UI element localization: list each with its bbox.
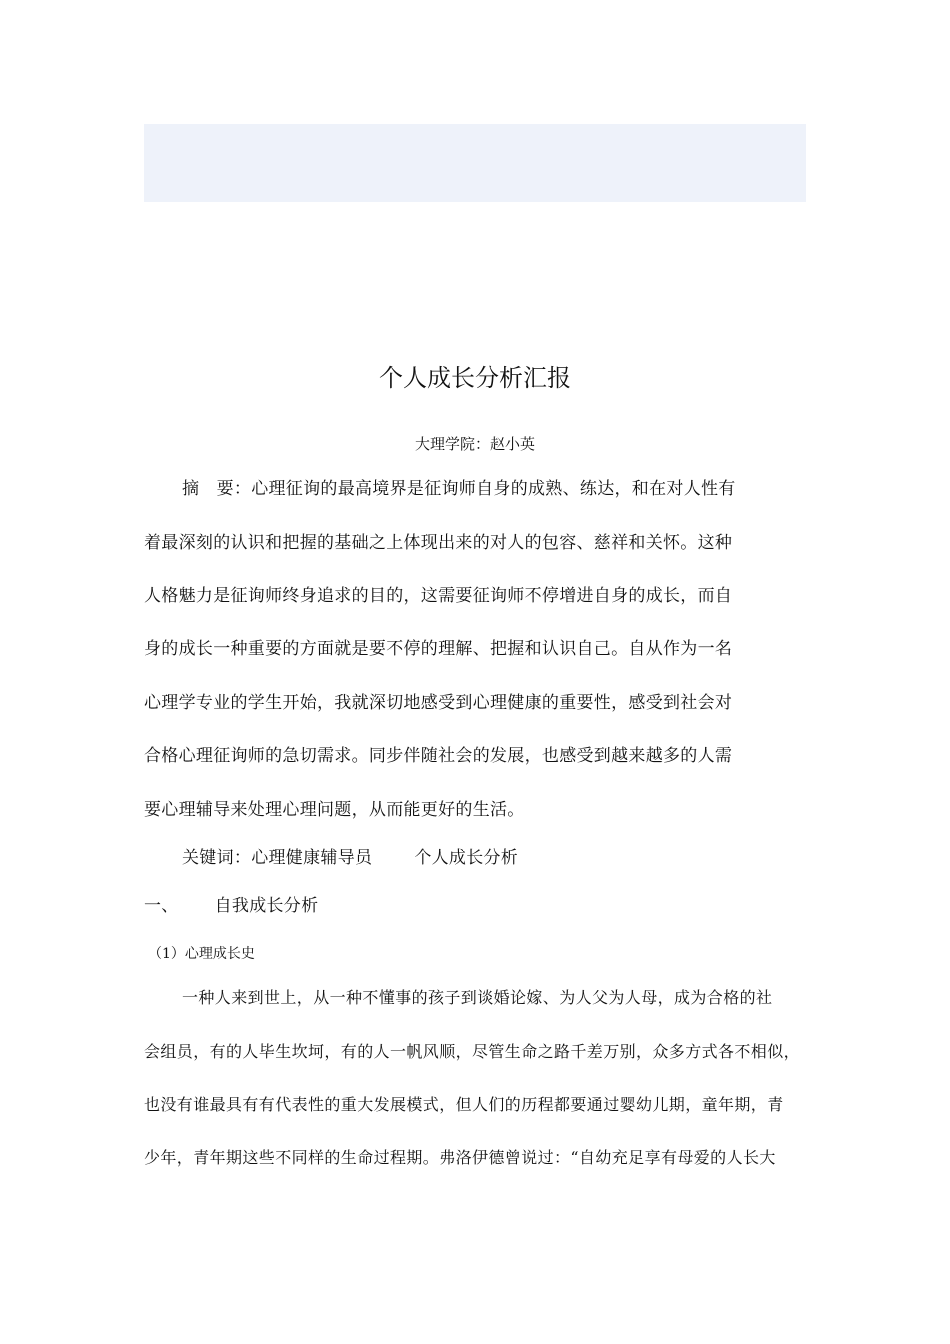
subsection-heading: （1）心理成长史 (148, 946, 255, 962)
abstract-line-4: 身的成长一种重要的方面就是要不停的理解、把握和认识自己。自从作为一名 (144, 639, 733, 659)
abstract-line-7: 要心理辅导来处理心理问题，从而能更好的生活。 (144, 800, 525, 820)
abstract-line-6: 合格心理征询师的急切需求。同步伴随社会的发展，也感受到越来越多的人需 (144, 746, 733, 766)
section-number: 一、 (144, 896, 179, 916)
abstract-line-3: 人格魅力是征询师终身追求的目的，这需要征询师不停增进自身的成长，而自 (144, 586, 733, 606)
body-text-1: 一种人来到世上，从一种不懂事的孩子到谈婚论嫁、为人父为人母，成为合格的社 (182, 988, 773, 1007)
section-heading-1 (144, 891, 806, 921)
body-line-1 (144, 983, 806, 1013)
keywords-line (144, 843, 806, 873)
abstract-text-1: 心理征询的最高境界是征询师自身的成熟、练达，和在对人性有 (251, 479, 736, 499)
keyword-2: 个人成长分析 (414, 848, 519, 868)
abstract-label: 摘 要： (182, 479, 252, 499)
abstract-line-1 (144, 474, 806, 504)
keywords-label: 关键词： (182, 848, 252, 868)
body-line-4: 少年，青年期这些不同样的生命过程期。弗洛伊德曾说过：“自幼充足享有母爱的人长大 (144, 1148, 776, 1167)
header-band (144, 124, 806, 202)
body-line-2: 会组员，有的人毕生坎坷，有的人一帆风顺，尽管生命之路千差万别，众多方式各不相似， (144, 1042, 801, 1061)
keyword-1: 心理健康辅导员 (251, 848, 373, 868)
document-title: 个人成长分析汇报 (379, 364, 571, 392)
author-line: 大理学院：赵小英 (414, 435, 535, 453)
abstract-line-2: 着最深刻的认识和把握的基础之上体现出来的对人的包容、慈祥和关怀。这种 (144, 533, 733, 553)
section-title: 自我成长分析 (214, 896, 319, 916)
abstract-line-5: 心理学专业的学生开始，我就深切地感受到心理健康的重要性，感受到社会对 (144, 693, 733, 713)
body-line-3: 也没有谁最具有有代表性的重大发展模式，但人们的历程都要通过婴幼儿期，童年期，青 (144, 1095, 784, 1114)
